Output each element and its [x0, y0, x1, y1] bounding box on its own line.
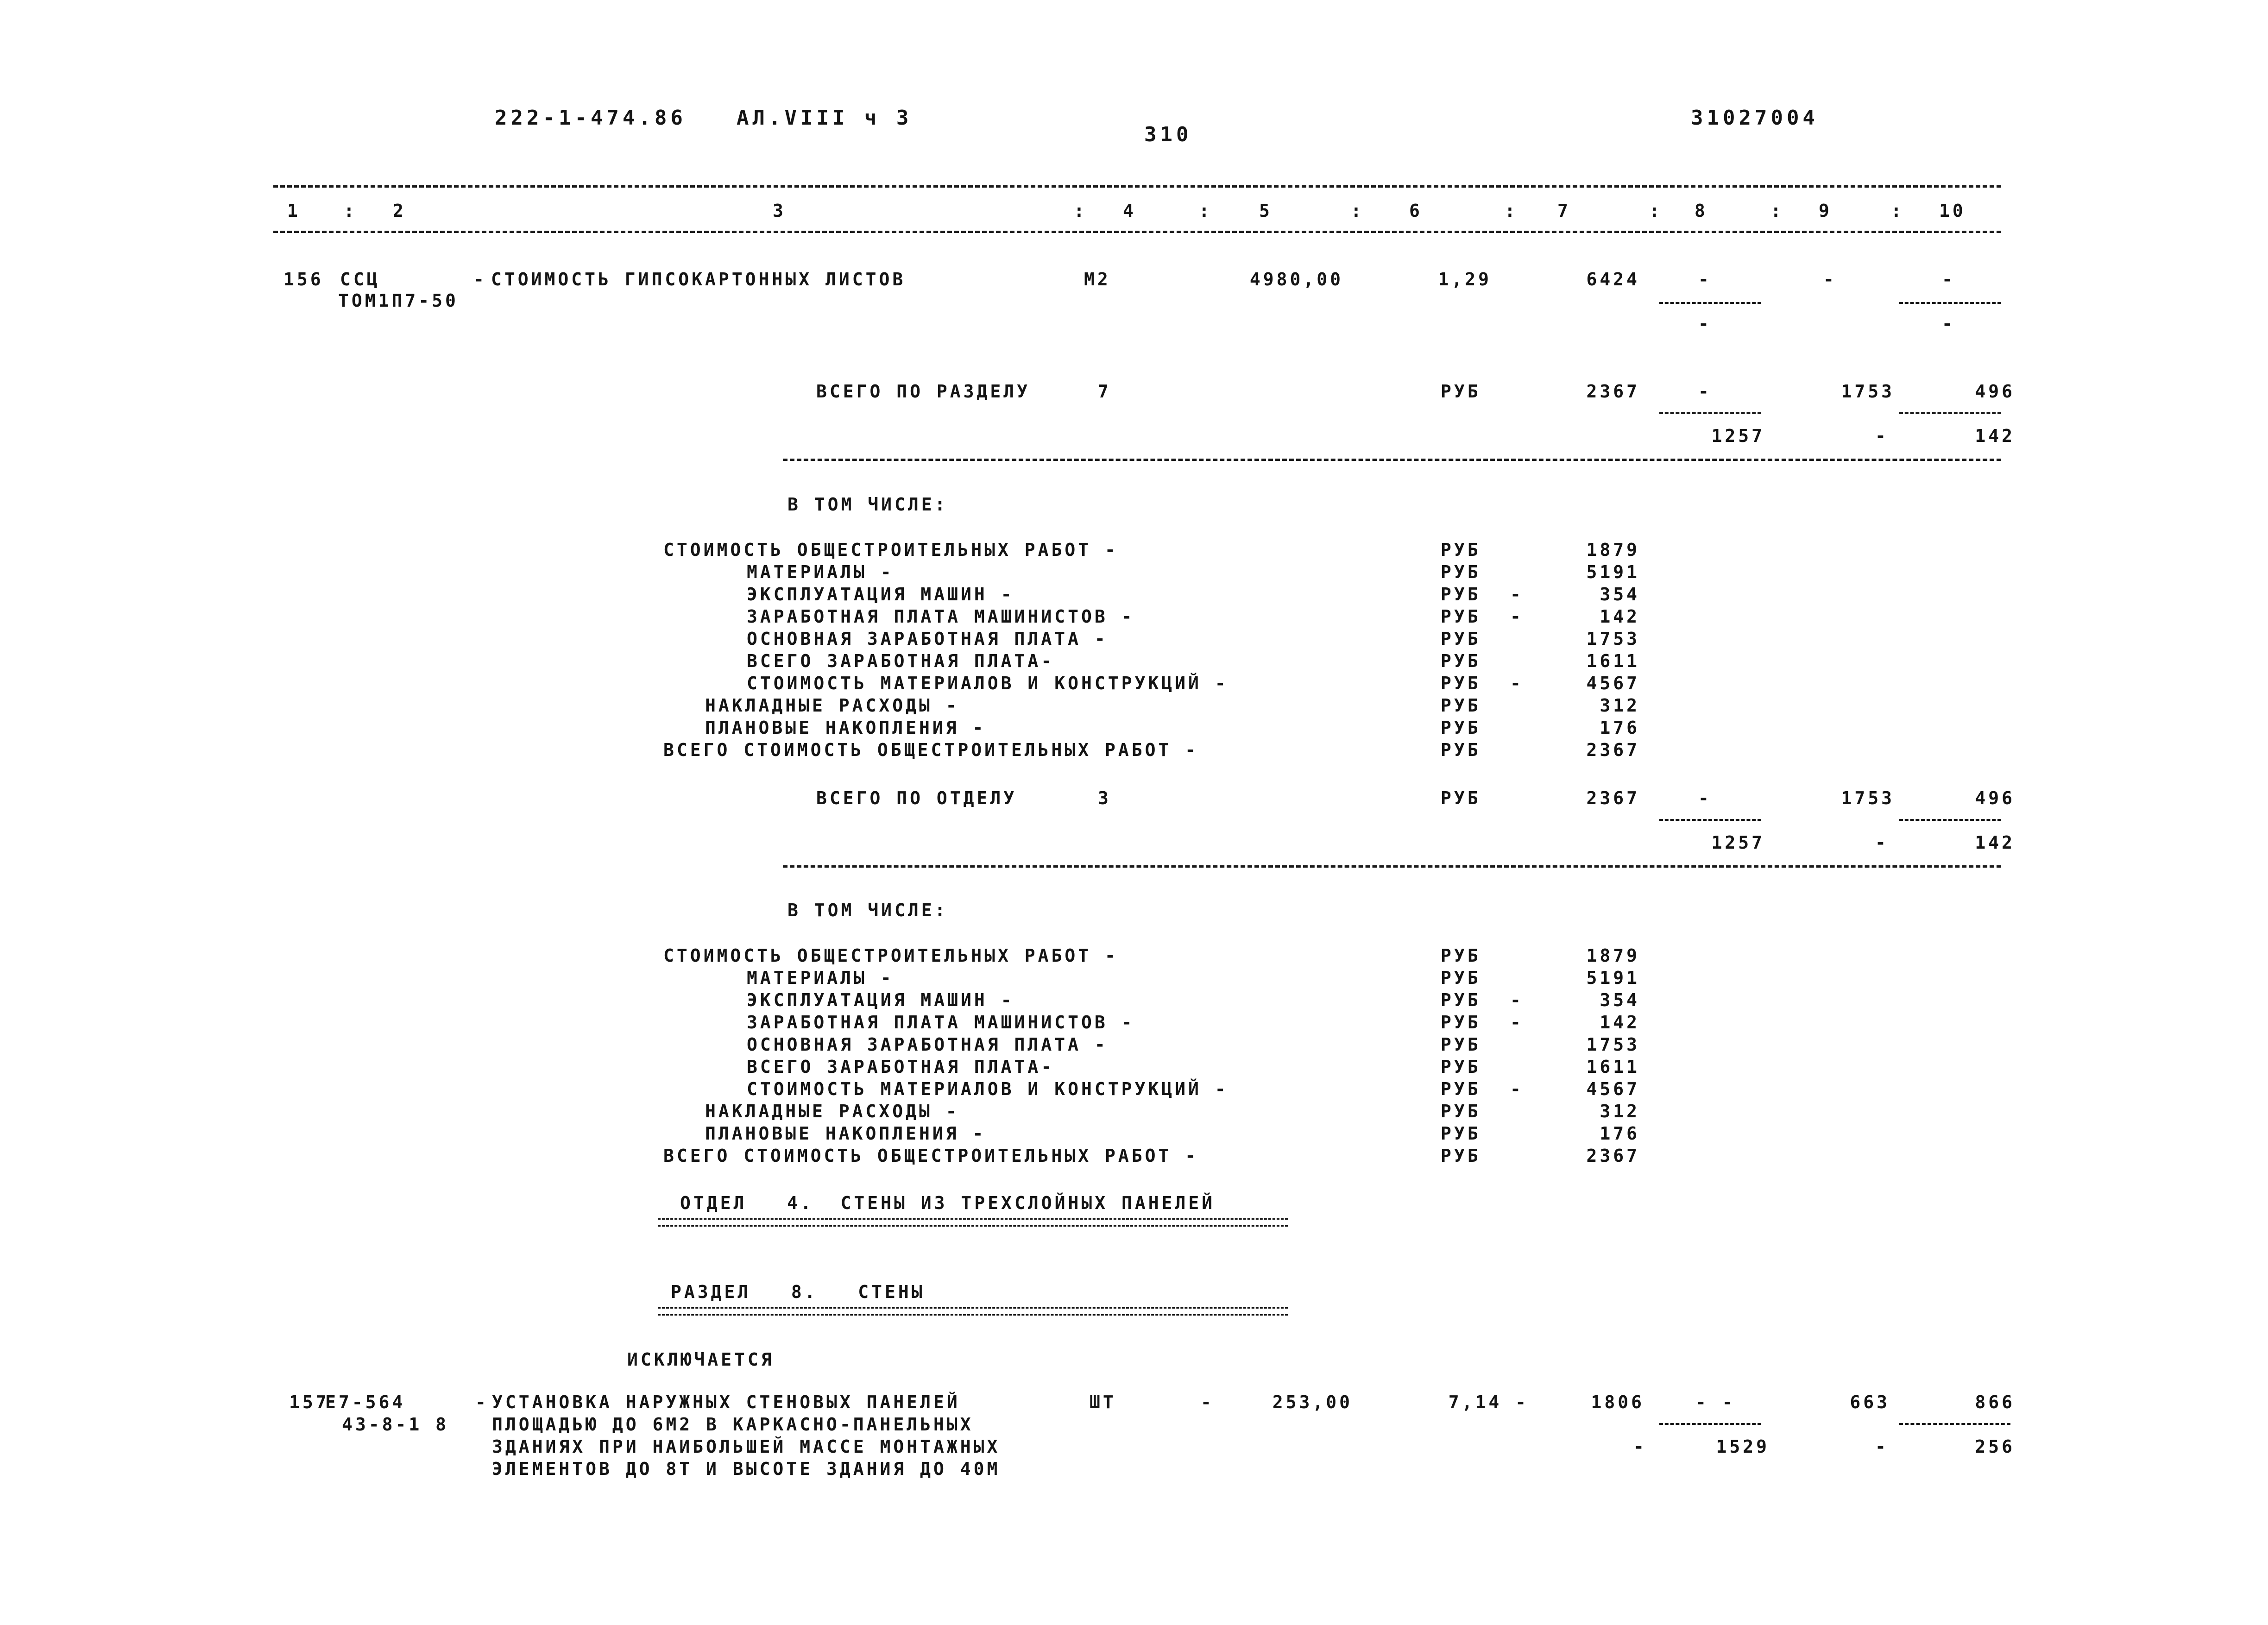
column-number-9: 9 — [1819, 201, 1832, 221]
header-bottom-rule — [273, 231, 2001, 233]
item-dash: - — [475, 1392, 489, 1412]
item-description-line: ПЛОЩАДЬЮ ДО 6М2 В КАРКАСНО-ПАНЕЛЬНЫХ — [492, 1414, 974, 1435]
breakdown-label: МАТЕРИАЛЫ - — [747, 968, 894, 988]
column-separator: : — [1351, 201, 1364, 221]
total-section-number: 7 — [1098, 381, 1111, 402]
column-number-1: 1 — [287, 201, 301, 221]
register-number: 31027004 — [1691, 106, 1819, 130]
album-reference: АЛ.VIII ч 3 — [737, 106, 913, 130]
breakdown-unit: РУБ — [1441, 695, 1481, 716]
total-col10-below: 142 — [1975, 832, 2015, 853]
breakdown-unit: РУБ — [1441, 1057, 1481, 1077]
breakdown-sign: - — [1510, 990, 1524, 1010]
item-col8: - — [1698, 269, 1712, 290]
breakdown-value: 354 — [1600, 584, 1640, 605]
item-quantity-sign: - — [1201, 1392, 1214, 1412]
cell-divider — [1659, 1423, 1761, 1425]
section-rule — [783, 865, 2001, 868]
total-col9: 1753 — [1841, 788, 1895, 808]
breakdown-label: СТОИМОСТЬ МАТЕРИАЛОВ И КОНСТРУКЦИЙ - — [747, 1079, 1228, 1099]
breakdown-label: ЗАРАБОТНАЯ ПЛАТА МАШИНИСТОВ - — [747, 1012, 1135, 1033]
cell-divider — [1899, 412, 2001, 414]
breakdown-label: ПЛАНОВЫЕ НАКОПЛЕНИЯ - — [705, 1123, 986, 1144]
breakdown-label: НАКЛАДНЫЕ РАСХОДЫ - — [705, 695, 959, 716]
total-section-number: 3 — [1098, 788, 1111, 808]
total-col8: - — [1698, 381, 1712, 402]
otdel-heading: ОТДЕЛ 4. СТЕНЫ ИЗ ТРЕХСЛОЙНЫХ ПАНЕЛЕЙ — [680, 1193, 1216, 1213]
total-unit: РУБ — [1441, 381, 1481, 402]
item-position: 157 — [289, 1392, 329, 1412]
item-total: 6424 — [1586, 269, 1640, 290]
breakdown-unit: РУБ — [1441, 562, 1481, 582]
total-col10: 496 — [1975, 788, 2015, 808]
total-col8: - — [1698, 788, 1712, 808]
item-unit: ШТ — [1090, 1392, 1116, 1412]
item-col8-below: 1529 — [1716, 1436, 1770, 1457]
breakdown-unit: РУБ — [1441, 1101, 1481, 1121]
breakdown-unit: РУБ — [1441, 606, 1481, 627]
item-code-reference: ТОМ1П7-50 — [338, 290, 459, 311]
item-col10: - — [1942, 269, 1955, 290]
breakdown-value: 142 — [1600, 606, 1640, 627]
column-separator: : — [1074, 201, 1087, 221]
breakdown-unit: РУБ — [1441, 718, 1481, 738]
cell-divider — [1659, 819, 1761, 821]
breakdown-unit: РУБ — [1441, 540, 1481, 560]
column-separator: : — [344, 201, 357, 221]
column-separator: : — [1891, 201, 1904, 221]
cell-divider — [1899, 1423, 2010, 1425]
column-separator: : — [1649, 201, 1663, 221]
breakdown-sign: - — [1510, 606, 1524, 627]
breakdown-unit: РУБ — [1441, 651, 1481, 671]
breakdown-value: 142 — [1600, 1012, 1640, 1033]
column-number-4: 4 — [1123, 201, 1136, 221]
breakdown-unit: РУБ — [1441, 1146, 1481, 1166]
breakdown-sign: - — [1510, 584, 1524, 605]
total-col9-below: - — [1875, 832, 1889, 853]
breakdown-value: 312 — [1600, 1101, 1640, 1121]
including-heading: В ТОМ ЧИСЛЕ: — [788, 494, 948, 515]
breakdown-value: 4567 — [1586, 1079, 1640, 1099]
item-description: СТОИМОСТЬ ГИПСОКАРТОННЫХ ЛИСТОВ — [491, 269, 906, 290]
item-quantity: 253,00 — [1272, 1392, 1353, 1412]
breakdown-label: СТОИМОСТЬ ОБЩЕСТРОИТЕЛЬНЫХ РАБОТ - — [663, 945, 1118, 966]
breakdown-label: ВСЕГО ЗАРАБОТНАЯ ПЛАТА- — [747, 651, 1055, 671]
breakdown-sign: - — [1510, 1079, 1524, 1099]
total-col10-below: 142 — [1975, 426, 2015, 446]
item-col8: - - — [1695, 1392, 1736, 1412]
breakdown-label: СТОИМОСТЬ ОБЩЕСТРОИТЕЛЬНЫХ РАБОТ - — [663, 540, 1118, 560]
breakdown-value: 1611 — [1586, 1057, 1640, 1077]
breakdown-unit: РУБ — [1441, 945, 1481, 966]
breakdown-label: ОСНОВНАЯ ЗАРАБОТНАЯ ПЛАТА - — [747, 1034, 1108, 1055]
column-separator: : — [1770, 201, 1784, 221]
column-number-8: 8 — [1695, 201, 1708, 221]
breakdown-label: МАТЕРИАЛЫ - — [747, 562, 894, 582]
column-number-3: 3 — [773, 201, 786, 221]
breakdown-unit: РУБ — [1441, 1012, 1481, 1033]
item-col9-below: - — [1875, 1436, 1889, 1457]
breakdown-value: 2367 — [1586, 740, 1640, 760]
total-col9: 1753 — [1841, 381, 1895, 402]
excluded-label: ИСКЛЮЧАЕТСЯ — [627, 1349, 775, 1370]
breakdown-value: 1753 — [1586, 1034, 1640, 1055]
breakdown-value: 354 — [1600, 990, 1640, 1010]
item-total: 1806 — [1591, 1392, 1644, 1412]
breakdown-value: 312 — [1600, 695, 1640, 716]
item-col9: 663 — [1850, 1392, 1890, 1412]
breakdown-label: НАКЛАДНЫЕ РАСХОДЫ - — [705, 1101, 959, 1121]
total-col8-below: 1257 — [1711, 426, 1765, 446]
breakdown-label: ОСНОВНАЯ ЗАРАБОТНАЯ ПЛАТА - — [747, 629, 1108, 649]
cell-divider — [1899, 819, 2001, 821]
breakdown-unit: РУБ — [1441, 673, 1481, 693]
column-number-5: 5 — [1259, 201, 1273, 221]
breakdown-unit: РУБ — [1441, 740, 1481, 760]
breakdown-unit: РУБ — [1441, 629, 1481, 649]
breakdown-value: 2367 — [1586, 1146, 1640, 1166]
total-value: 2367 — [1586, 381, 1640, 402]
column-separator: : — [1505, 201, 1518, 221]
breakdown-unit: РУБ — [1441, 990, 1481, 1010]
breakdown-value: 1879 — [1586, 540, 1640, 560]
table-top-rule — [273, 185, 2001, 188]
breakdown-value: 5191 — [1586, 562, 1640, 582]
breakdown-value: 176 — [1600, 718, 1640, 738]
column-separator: : — [1199, 201, 1212, 221]
breakdown-value: 1753 — [1586, 629, 1640, 649]
total-label: ВСЕГО ПО ОТДЕЛУ — [816, 788, 1017, 808]
breakdown-value: 1611 — [1586, 651, 1640, 671]
column-number-10: 10 — [1939, 201, 1966, 221]
item-col9: - — [1823, 269, 1837, 290]
item-description-line: УСТАНОВКА НАРУЖНЫХ СТЕНОВЫХ ПАНЕЛЕЙ — [492, 1392, 960, 1412]
breakdown-label: ВСЕГО ЗАРАБОТНАЯ ПЛАТА- — [747, 1057, 1055, 1077]
item-code-reference: 43-8-1 8 — [342, 1414, 449, 1435]
page-number: 310 — [1144, 123, 1192, 146]
item-unit-price: 7,14 - — [1448, 1392, 1529, 1412]
total-unit: РУБ — [1441, 788, 1481, 808]
item-code: Е7-564 — [325, 1392, 406, 1412]
total-col10: 496 — [1975, 381, 2015, 402]
breakdown-value: 4567 — [1586, 673, 1640, 693]
column-number-6: 6 — [1409, 201, 1423, 221]
total-value: 2367 — [1586, 788, 1640, 808]
breakdown-unit: РУБ — [1441, 584, 1481, 605]
document-code: 222-1-474.86 — [495, 106, 687, 130]
breakdown-label: ЭКСПЛУАТАЦИЯ МАШИН - — [747, 990, 1014, 1010]
breakdown-label: ПЛАНОВЫЕ НАКОПЛЕНИЯ - — [705, 718, 986, 738]
item-description-line: ЭЛЕМЕНТОВ ДО 8Т И ВЫСОТЕ ЗДАНИЯ ДО 40М — [492, 1459, 1001, 1479]
item-unit: М2 — [1084, 269, 1111, 290]
item-unit-price: 1,29 — [1438, 269, 1492, 290]
breakdown-label: СТОИМОСТЬ МАТЕРИАЛОВ И КОНСТРУКЦИЙ - — [747, 673, 1228, 693]
item-col10: 866 — [1975, 1392, 2015, 1412]
breakdown-sign: - — [1510, 673, 1524, 693]
breakdown-label: ЗАРАБОТНАЯ ПЛАТА МАШИНИСТОВ - — [747, 606, 1135, 627]
total-col8-below: 1257 — [1711, 832, 1765, 853]
item-col8-below: - — [1698, 314, 1712, 334]
column-number-7: 7 — [1557, 201, 1571, 221]
breakdown-label: ВСЕГО СТОИМОСТЬ ОБЩЕСТРОИТЕЛЬНЫХ РАБОТ - — [663, 740, 1199, 760]
item-col10-below: - — [1942, 314, 1955, 334]
breakdown-unit: РУБ — [1441, 1123, 1481, 1144]
razdel-underline — [658, 1307, 1288, 1316]
razdel-heading: РАЗДЕЛ 8. СТЕНЫ — [671, 1282, 925, 1302]
breakdown-label: ЭКСПЛУАТАЦИЯ МАШИН - — [747, 584, 1014, 605]
item-col7-below: - — [1633, 1436, 1647, 1457]
total-col9-below: - — [1875, 426, 1889, 446]
cell-divider — [1659, 302, 1761, 304]
cell-divider — [1659, 412, 1761, 414]
item-quantity: 4980,00 — [1249, 269, 1343, 290]
breakdown-unit: РУБ — [1441, 968, 1481, 988]
item-position: 156 — [284, 269, 324, 290]
item-description-line: ЗДАНИЯХ ПРИ НАИБОЛЬШЕЙ МАССЕ МОНТАЖНЫХ — [492, 1436, 1001, 1457]
breakdown-value: 5191 — [1586, 968, 1640, 988]
breakdown-value: 176 — [1600, 1123, 1640, 1144]
breakdown-value: 1879 — [1586, 945, 1640, 966]
column-number-2: 2 — [393, 201, 406, 221]
cell-divider — [1899, 302, 2001, 304]
breakdown-unit: РУБ — [1441, 1034, 1481, 1055]
section-rule — [783, 459, 2001, 461]
item-dash: - — [473, 269, 487, 290]
breakdown-unit: РУБ — [1441, 1079, 1481, 1099]
breakdown-label: ВСЕГО СТОИМОСТЬ ОБЩЕСТРОИТЕЛЬНЫХ РАБОТ - — [663, 1146, 1199, 1166]
item-code: ССЦ — [340, 269, 380, 290]
breakdown-sign: - — [1510, 1012, 1524, 1033]
total-label: ВСЕГО ПО РАЗДЕЛУ — [816, 381, 1031, 402]
item-col10-below: 256 — [1975, 1436, 2015, 1457]
otdel-underline — [658, 1218, 1288, 1227]
including-heading: В ТОМ ЧИСЛЕ: — [788, 900, 948, 920]
